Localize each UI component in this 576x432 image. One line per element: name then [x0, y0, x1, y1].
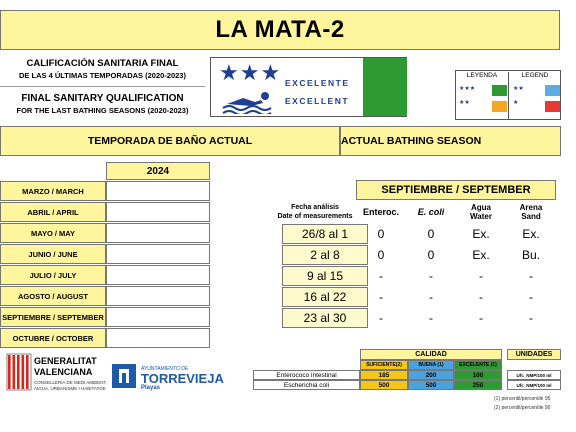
current-season-en [340, 126, 561, 156]
generalitat-dept-1: CONSELLERIA DE MEDI AMBIENT, [34, 380, 108, 385]
legend-stars-icon: ★★ [513, 86, 524, 92]
excelente-header: EXCELENTE (1) [454, 360, 502, 370]
month-label: MAYO / MAY [0, 223, 106, 243]
divider [0, 86, 205, 87]
legend-title-en: LEGEND [508, 72, 561, 120]
month-value-cell [106, 328, 210, 348]
qualification-en-subtitle: FOR THE LAST BATHING SEASONS (2020-2023) [16, 106, 189, 115]
month-label: JULIO / JULY [0, 265, 106, 285]
month-value-cell [106, 286, 210, 306]
swimmer-icon [221, 90, 277, 114]
qualification-es-title: CALIFICACIÓN SANITARIA FINAL [26, 58, 179, 69]
parameter-name: Enterococo intestinal [253, 370, 360, 380]
sand-value: Bu. [521, 248, 540, 262]
ecoli-value: 0 [427, 227, 435, 241]
water-value: - [479, 311, 483, 325]
water-value: Ex. [472, 248, 490, 262]
torrevieja-logo-icon [112, 364, 136, 388]
torrevieja-name: TORREVIEJA [141, 371, 224, 386]
suficiente-value: 500 [360, 380, 408, 390]
legend-swatch-sufficient [492, 101, 507, 112]
month-label: JUNIO / JUNE [0, 244, 106, 264]
enteroc-value: - [379, 290, 383, 304]
month-value-cell [106, 223, 210, 243]
sand-value: - [529, 311, 533, 325]
legend-title-es: LEYENDA [466, 72, 498, 79]
measurement-date: 9 al 15 [282, 266, 368, 286]
month-label: OCTUBRE / OCTOBER [0, 328, 106, 348]
ecoli-value: 0 [427, 248, 435, 262]
legend-stars-icon: ★ [513, 100, 519, 106]
measurement-date: 2 al 8 [282, 245, 368, 265]
suficiente-header: SUFICIENTE(2) [360, 360, 408, 370]
enteroc-value: - [379, 311, 383, 325]
water-header [456, 200, 506, 224]
unidades-header: UNIDADES [507, 349, 561, 360]
generalitat-name-2: VALENCIANA [34, 367, 93, 377]
buena-value: 500 [408, 380, 454, 390]
calidad-header: CALIDAD [360, 349, 502, 360]
buena-value: 200 [408, 370, 454, 380]
unit-value: Ufc_NMP/100 ml [507, 380, 561, 390]
sand-value: - [529, 269, 533, 283]
suficiente-value: 185 [360, 370, 408, 380]
month-value-cell [106, 244, 210, 264]
measurement-date: 16 al 22 [282, 287, 368, 307]
qualification-es-subtitle: DE LAS 4 ÚLTIMAS TEMPORADAS (2020-2023) [19, 71, 186, 80]
ecoli-value: - [429, 311, 433, 325]
three-stars-icon: ★★★ [219, 60, 282, 85]
ecoli-header: E. coli [417, 207, 445, 217]
page-title: LA MATA-2 [0, 10, 560, 50]
excelente-value: 100 [454, 370, 502, 380]
generalitat-name-1: GENERALITAT [34, 356, 97, 366]
water-value: - [479, 269, 483, 283]
badge-label-en: EXCELLENT [285, 96, 350, 106]
month-value-cell [106, 265, 210, 285]
sand-header-es: Arena [519, 203, 543, 212]
sand-header-en: Sand [521, 212, 541, 221]
sand-header [506, 200, 556, 224]
generalitat-logo-icon [6, 353, 32, 395]
month-value-cell [106, 307, 210, 327]
sand-value: - [529, 290, 533, 304]
water-value: - [479, 290, 483, 304]
month-panel-title: SEPTIEMBRE / SEPTEMBER [356, 180, 556, 200]
month-label: MARZO / MARCH [0, 181, 106, 201]
qualification-en-title: FINAL SANITARY QUALIFICATION [21, 93, 184, 104]
footnote-1: (1) percentil/percentile 95 [494, 396, 551, 402]
buena-header: BUENA (1) [408, 360, 454, 370]
unit-value: Ufc_NMP/100 ml [507, 370, 561, 380]
water-header-es: Agua [471, 203, 491, 212]
enteroc-value: 0 [377, 248, 385, 262]
parameter-name: Escherichia coli [253, 380, 360, 390]
footnote-2: (2) percentil/percentile 90 [494, 405, 551, 411]
badge-label-es: EXCELENTE [285, 78, 350, 88]
legend-swatch-good [545, 85, 560, 96]
excelente-value: 250 [454, 380, 502, 390]
current-season-en-label: ACTUAL BATHING SEASON [341, 135, 482, 147]
water-header-en: Water [470, 212, 492, 221]
qualification-badge [210, 57, 407, 117]
badge-color-swatch [363, 58, 407, 116]
generalitat-dept-2: AIGUA, URBANISME I HABITATGE [34, 386, 106, 391]
date-column-header [262, 200, 368, 224]
legend-swatch-excellent [492, 85, 507, 96]
torrevieja-sub: Playas [141, 385, 161, 391]
legend [455, 70, 561, 120]
sand-value: Ex. [522, 227, 540, 241]
legend-stars-icon: ★★★ [459, 86, 476, 92]
month-label: SEPTIEMBRE / SEPTEMBER [0, 307, 106, 327]
legend-stars-icon: ★★ [459, 100, 470, 106]
month-label: ABRIL / APRIL [0, 202, 106, 222]
enteroc-value: - [379, 269, 383, 283]
water-value: Ex. [472, 227, 490, 241]
date-header-en: Date of measurements [277, 213, 353, 220]
legend-swatch-poor [545, 101, 560, 112]
date-header-es: Fecha análisis [291, 204, 339, 211]
current-season-es: TEMPORADA DE BAÑO ACTUAL [0, 126, 340, 156]
torrevieja-small: AYUNTAMIENTO DE [141, 366, 189, 372]
month-label: AGOSTO / AUGUST [0, 286, 106, 306]
enteroc-header: Enteroc. [362, 207, 399, 217]
ecoli-value: - [429, 290, 433, 304]
enteroc-value: 0 [377, 227, 385, 241]
month-value-cell [106, 202, 210, 222]
ecoli-value: - [429, 269, 433, 283]
measurement-date: 26/8 al 1 [282, 224, 368, 244]
measurement-date: 23 al 30 [282, 308, 368, 328]
year-header: 2024 [106, 162, 210, 180]
month-value-cell [106, 181, 210, 201]
